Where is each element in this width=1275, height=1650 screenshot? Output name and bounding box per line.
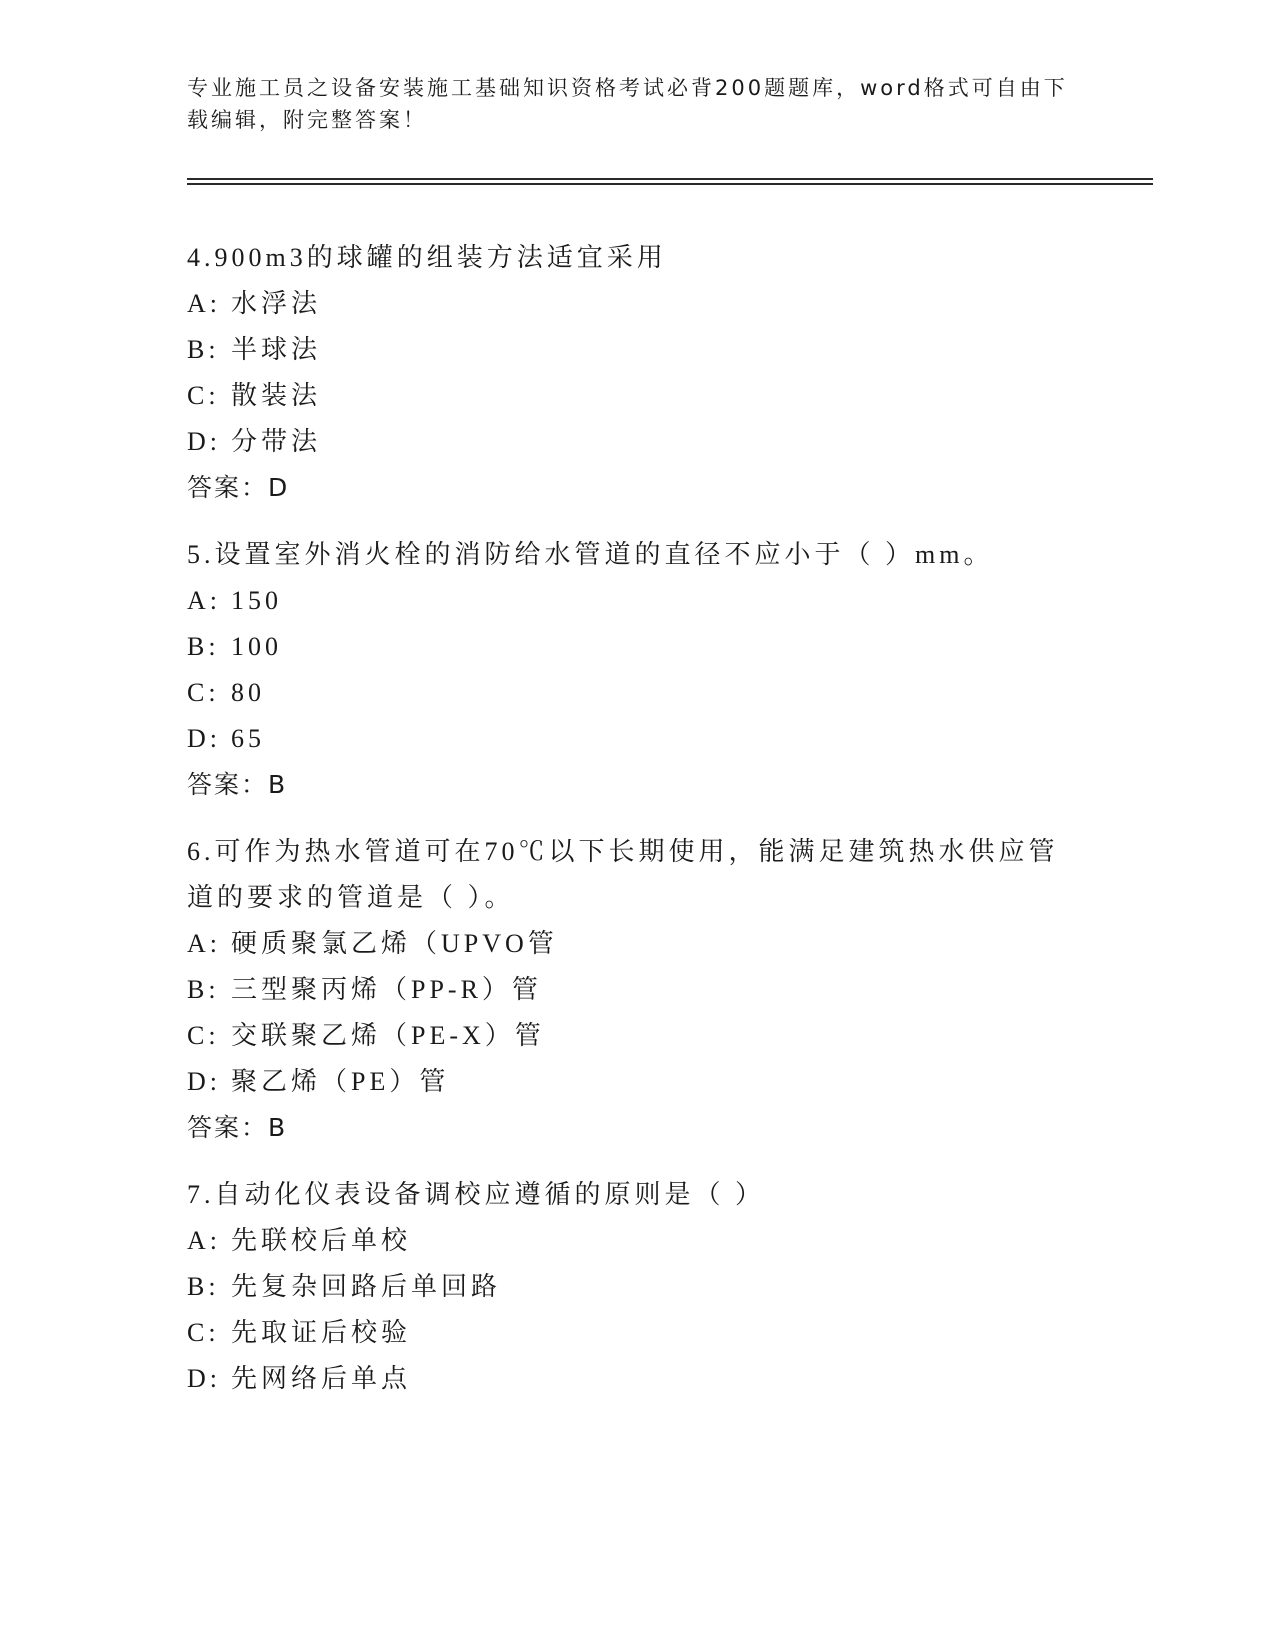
document-header: 专业施工员之设备安装施工基础知识资格考试必背200题题库，word格式可自由下载编辑，附完整答案！ [187, 76, 1068, 132]
option-text: 先联校后单校 [231, 1226, 412, 1255]
option-c [187, 1013, 1087, 1059]
option-text: 先取证后校验 [231, 1318, 412, 1347]
answer-line: 答案：B [187, 1113, 288, 1142]
option-text: 交联聚乙烯（PE-X）管 [231, 1021, 545, 1050]
option-b [187, 967, 1087, 1013]
header-divider-top [187, 178, 1153, 180]
option-a [187, 578, 1087, 624]
option-text: 聚乙烯（PE）管 [231, 1067, 450, 1096]
option-a [187, 1218, 1087, 1264]
option-d [187, 1356, 1087, 1402]
option-letter: C: [187, 678, 220, 707]
option-letter: B: [187, 975, 220, 1004]
question-stem: 6.可作为热水管道可在70℃以下长期使用，能满足建筑热水供应管道的要求的管道是（ ）。 [187, 837, 1059, 912]
option-b [187, 624, 1087, 670]
question-stem: 4.900m3的球罐的组装方法适宜采用 [187, 243, 667, 272]
option-b [187, 327, 1087, 373]
option-c [187, 1310, 1087, 1356]
question-4 [187, 235, 1087, 511]
answer-line: 答案：B [187, 770, 288, 799]
option-text: 先复杂回路后单回路 [231, 1272, 502, 1301]
option-text: 三型聚丙烯（PP-R）管 [231, 975, 542, 1004]
option-text: 100 [231, 632, 282, 661]
option-letter: D: [187, 1364, 221, 1393]
question-list [187, 235, 1087, 1423]
question-7 [187, 1172, 1087, 1402]
option-text: 分带法 [231, 427, 322, 456]
option-letter: A: [187, 1226, 221, 1255]
question-stem: 7.自动化仪表设备调校应遵循的原则是（ ） [187, 1180, 766, 1209]
option-letter: B: [187, 632, 220, 661]
answer-line: 答案：D [187, 473, 290, 502]
header-divider-bottom [187, 183, 1153, 185]
question-6 [187, 829, 1087, 1151]
option-letter: D: [187, 1067, 221, 1096]
question-stem: 5.设置室外消火栓的消防给水管道的直径不应小于（ ）mm。 [187, 540, 994, 569]
option-text: 先网络后单点 [231, 1364, 412, 1393]
option-letter: D: [187, 427, 221, 456]
question-5 [187, 532, 1087, 808]
option-a [187, 921, 1087, 967]
option-a [187, 281, 1087, 327]
option-d [187, 1059, 1087, 1105]
option-letter: A: [187, 586, 221, 615]
option-letter: A: [187, 929, 221, 958]
option-text: 散装法 [231, 381, 322, 410]
option-text: 半球法 [231, 335, 322, 364]
option-c [187, 373, 1087, 419]
option-d [187, 419, 1087, 465]
option-c [187, 670, 1087, 716]
option-text: 水浮法 [231, 289, 322, 318]
option-b [187, 1264, 1087, 1310]
option-text: 80 [231, 678, 265, 707]
option-letter: D: [187, 724, 221, 753]
option-letter: B: [187, 335, 220, 364]
option-letter: B: [187, 1272, 220, 1301]
option-letter: C: [187, 1318, 220, 1347]
option-letter: C: [187, 1021, 220, 1050]
option-letter: A: [187, 289, 221, 318]
option-d [187, 716, 1087, 762]
option-text: 65 [231, 724, 265, 753]
option-text: 硬质聚氯乙烯（UPVO管 [231, 929, 558, 958]
option-letter: C: [187, 381, 220, 410]
option-text: 150 [231, 586, 282, 615]
